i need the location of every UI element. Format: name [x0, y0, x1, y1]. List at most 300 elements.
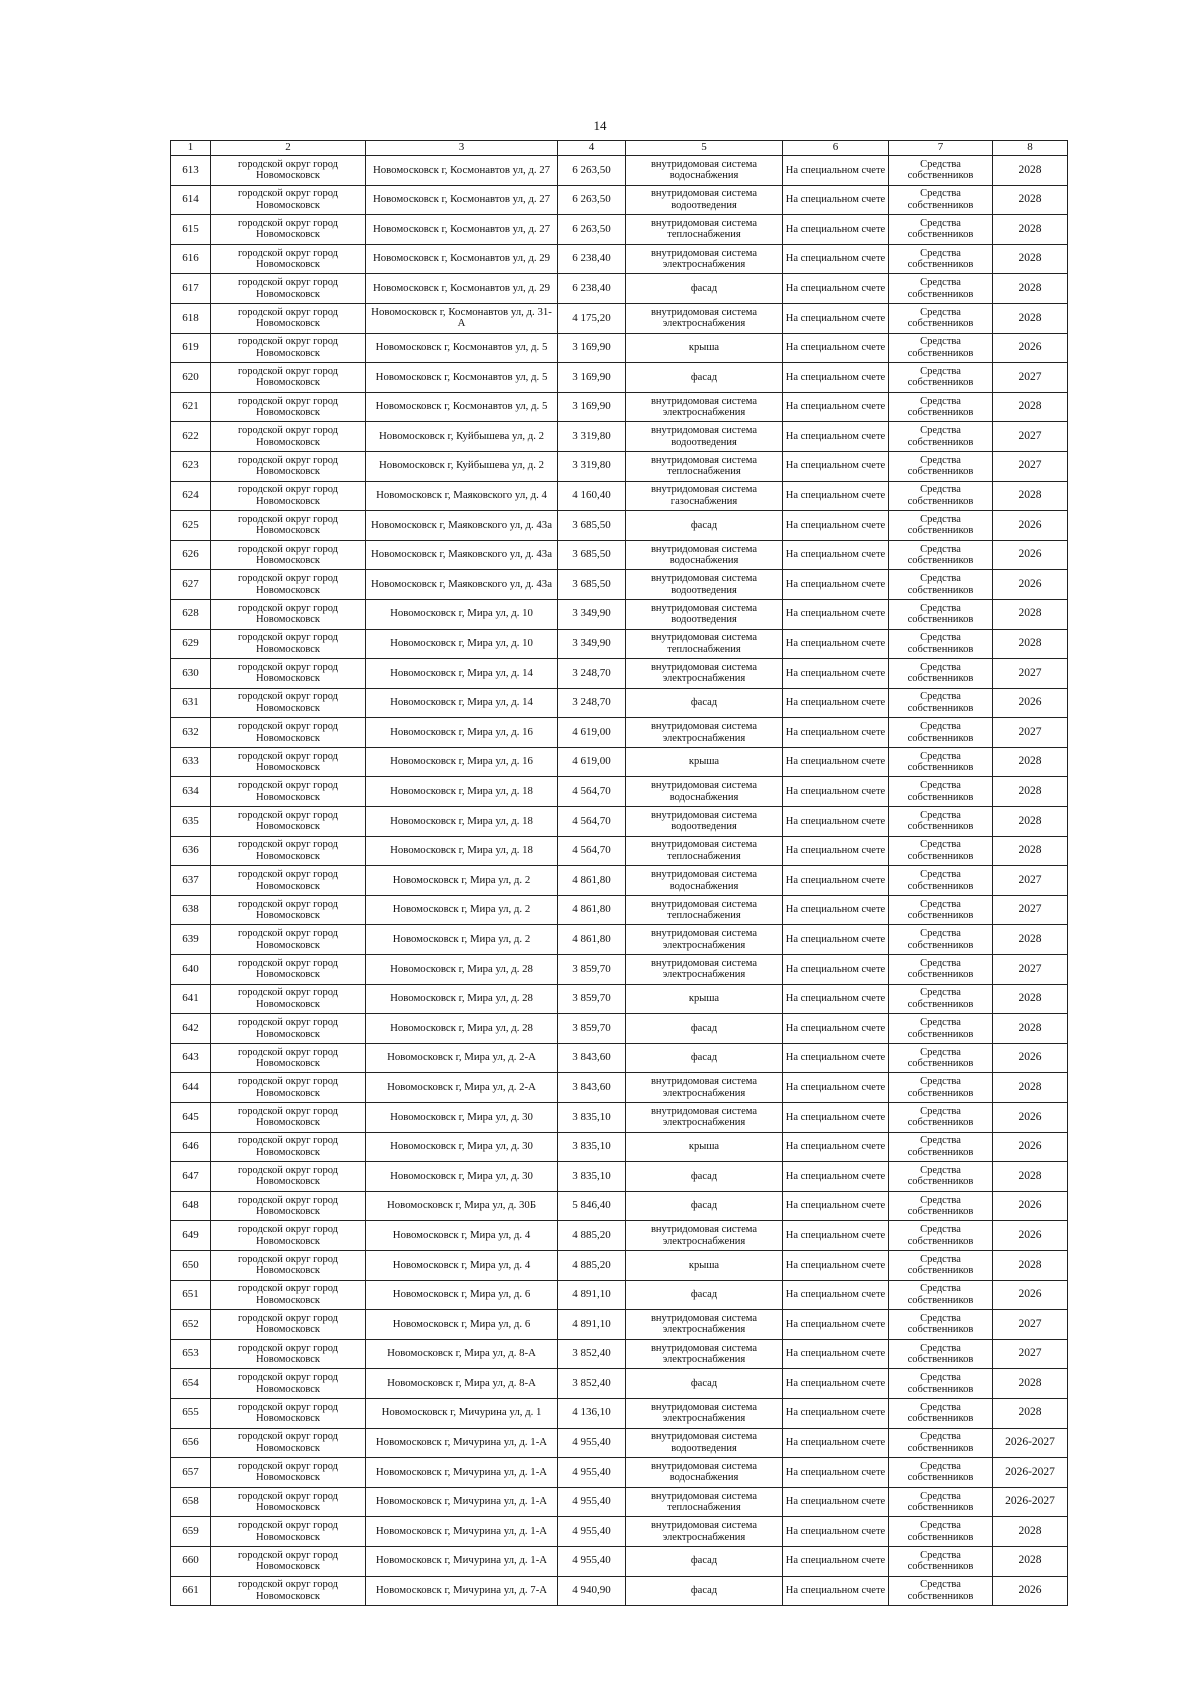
municipality-cell: городской округ город Новомосковск: [211, 895, 366, 925]
area-cell: 3 859,70: [558, 984, 626, 1014]
work-type-cell: фасад: [626, 1546, 783, 1576]
municipality-cell: городской округ город Новомосковск: [211, 718, 366, 748]
municipality-cell: городской округ город Новомосковск: [211, 1221, 366, 1251]
row-number-cell: 653: [171, 1339, 211, 1369]
area-cell: 4 940,90: [558, 1576, 626, 1606]
funding-source-cell: Средства собственников: [889, 777, 993, 807]
address-cell: Новомосковск г, Маяковского ул, д. 43а: [366, 511, 558, 541]
funding-source-cell: Средства собственников: [889, 1132, 993, 1162]
table-row: [171, 836, 1068, 866]
table-row: [171, 1428, 1068, 1458]
table-row: [171, 955, 1068, 985]
table-row: [171, 363, 1068, 393]
municipality-cell: городской округ город Новомосковск: [211, 1280, 366, 1310]
area-cell: 6 238,40: [558, 274, 626, 304]
address-cell: Новомосковск г, Мира ул, д. 16: [366, 718, 558, 748]
account-cell: На специальном счете: [783, 1576, 889, 1606]
area-cell: 3 835,10: [558, 1103, 626, 1133]
table-row: [171, 481, 1068, 511]
area-cell: 4 564,70: [558, 777, 626, 807]
funding-source-cell: Средства собственников: [889, 1546, 993, 1576]
column-header: 8: [993, 141, 1068, 156]
municipality-cell: городской округ город Новомосковск: [211, 688, 366, 718]
table-row: [171, 688, 1068, 718]
row-number-cell: 617: [171, 274, 211, 304]
funding-source-cell: Средства собственников: [889, 1073, 993, 1103]
year-cell: 2028: [993, 1398, 1068, 1428]
account-cell: На специальном счете: [783, 244, 889, 274]
year-cell: 2027: [993, 363, 1068, 393]
work-type-cell: фасад: [626, 1576, 783, 1606]
account-cell: На специальном счете: [783, 688, 889, 718]
area-cell: 4 861,80: [558, 925, 626, 955]
table-row: [171, 807, 1068, 837]
table-row: [171, 274, 1068, 304]
funding-source-cell: Средства собственников: [889, 481, 993, 511]
table-row: [171, 1339, 1068, 1369]
table-row: [171, 925, 1068, 955]
row-number-cell: 625: [171, 511, 211, 541]
year-cell: 2028: [993, 1250, 1068, 1280]
row-number-cell: 646: [171, 1132, 211, 1162]
table-row: [171, 244, 1068, 274]
table-row: [171, 215, 1068, 245]
table-row: [171, 1162, 1068, 1192]
year-cell: 2028: [993, 836, 1068, 866]
year-cell: 2028: [993, 303, 1068, 333]
year-cell: 2026-2027: [993, 1487, 1068, 1517]
municipality-cell: городской округ город Новомосковск: [211, 1043, 366, 1073]
account-cell: На специальном счете: [783, 836, 889, 866]
account-cell: На специальном счете: [783, 1014, 889, 1044]
work-type-cell: крыша: [626, 1250, 783, 1280]
account-cell: На специальном счете: [783, 1103, 889, 1133]
municipality-cell: городской округ город Новомосковск: [211, 1398, 366, 1428]
work-type-cell: внутридомовая система теплоснабжения: [626, 451, 783, 481]
account-cell: На специальном счете: [783, 1280, 889, 1310]
area-cell: 4 861,80: [558, 895, 626, 925]
year-cell: 2028: [993, 1073, 1068, 1103]
year-cell: 2028: [993, 156, 1068, 186]
funding-source-cell: Средства собственников: [889, 1014, 993, 1044]
row-number-cell: 654: [171, 1369, 211, 1399]
table-row: [171, 1043, 1068, 1073]
municipality-cell: городской округ город Новомосковск: [211, 215, 366, 245]
account-cell: На специальном счете: [783, 333, 889, 363]
municipality-cell: городской округ город Новомосковск: [211, 1546, 366, 1576]
table-row: [171, 718, 1068, 748]
work-type-cell: крыша: [626, 747, 783, 777]
account-cell: На специальном счете: [783, 481, 889, 511]
row-number-cell: 621: [171, 392, 211, 422]
table-row: [171, 1546, 1068, 1576]
address-cell: Новомосковск г, Мира ул, д. 2: [366, 866, 558, 896]
year-cell: 2028: [993, 1546, 1068, 1576]
address-cell: Новомосковск г, Мира ул, д. 30Б: [366, 1191, 558, 1221]
account-cell: На специальном счете: [783, 540, 889, 570]
municipality-cell: городской округ город Новомосковск: [211, 659, 366, 689]
municipality-cell: городской округ город Новомосковск: [211, 925, 366, 955]
funding-source-cell: Средства собственников: [889, 511, 993, 541]
year-cell: 2026-2027: [993, 1458, 1068, 1488]
municipality-cell: городской округ город Новомосковск: [211, 1073, 366, 1103]
municipality-cell: городской округ город Новомосковск: [211, 1487, 366, 1517]
work-type-cell: крыша: [626, 984, 783, 1014]
column-header: 6: [783, 141, 889, 156]
area-cell: 4 955,40: [558, 1428, 626, 1458]
row-number-cell: 637: [171, 866, 211, 896]
municipality-cell: городской округ город Новомосковск: [211, 1014, 366, 1044]
table-row: [171, 659, 1068, 689]
work-type-cell: внутридомовая система электроснабжения: [626, 244, 783, 274]
table-row: [171, 303, 1068, 333]
funding-source-cell: Средства собственников: [889, 1043, 993, 1073]
address-cell: Новомосковск г, Мира ул, д. 14: [366, 659, 558, 689]
municipality-cell: городской округ город Новомосковск: [211, 1310, 366, 1340]
work-type-cell: внутридомовая система электроснабжения: [626, 392, 783, 422]
row-number-cell: 616: [171, 244, 211, 274]
area-cell: 3 169,90: [558, 363, 626, 393]
funding-source-cell: Средства собственников: [889, 333, 993, 363]
funding-source-cell: Средства собственников: [889, 540, 993, 570]
municipality-cell: городской округ город Новомосковск: [211, 274, 366, 304]
municipality-cell: городской округ город Новомосковск: [211, 599, 366, 629]
work-type-cell: внутридомовая система водоснабжения: [626, 866, 783, 896]
row-number-cell: 660: [171, 1546, 211, 1576]
work-type-cell: внутридомовая система электроснабжения: [626, 1221, 783, 1251]
municipality-cell: городской округ город Новомосковск: [211, 1162, 366, 1192]
row-number-cell: 657: [171, 1458, 211, 1488]
municipality-cell: городской округ город Новомосковск: [211, 1103, 366, 1133]
work-type-cell: внутридомовая система водоотведения: [626, 599, 783, 629]
table-row: [171, 984, 1068, 1014]
area-cell: 4 955,40: [558, 1546, 626, 1576]
row-number-cell: 659: [171, 1517, 211, 1547]
table-row: [171, 333, 1068, 363]
funding-source-cell: Средства собственников: [889, 1191, 993, 1221]
table-row: [171, 1369, 1068, 1399]
row-number-cell: 620: [171, 363, 211, 393]
account-cell: На специальном счете: [783, 1398, 889, 1428]
address-cell: Новомосковск г, Космонавтов ул, д. 27: [366, 215, 558, 245]
address-cell: Новомосковск г, Куйбышева ул, д. 2: [366, 422, 558, 452]
column-header: 5: [626, 141, 783, 156]
row-number-cell: 651: [171, 1280, 211, 1310]
work-type-cell: фасад: [626, 1191, 783, 1221]
account-cell: На специальном счете: [783, 422, 889, 452]
municipality-cell: городской округ город Новомосковск: [211, 629, 366, 659]
work-type-cell: фасад: [626, 1162, 783, 1192]
work-type-cell: крыша: [626, 1132, 783, 1162]
area-cell: 3 852,40: [558, 1339, 626, 1369]
table-row: [171, 777, 1068, 807]
municipality-cell: городской округ город Новомосковск: [211, 481, 366, 511]
address-cell: Новомосковск г, Маяковского ул, д. 4: [366, 481, 558, 511]
work-type-cell: крыша: [626, 333, 783, 363]
account-cell: На специальном счете: [783, 718, 889, 748]
table-row: [171, 629, 1068, 659]
funding-source-cell: Средства собственников: [889, 451, 993, 481]
municipality-cell: городской округ город Новомосковск: [211, 244, 366, 274]
table-row: [171, 511, 1068, 541]
work-type-cell: внутридомовая система водоотведения: [626, 807, 783, 837]
account-cell: На специальном счете: [783, 866, 889, 896]
year-cell: 2026: [993, 1132, 1068, 1162]
funding-source-cell: Средства собственников: [889, 955, 993, 985]
address-cell: Новомосковск г, Мира ул, д. 10: [366, 629, 558, 659]
row-number-cell: 644: [171, 1073, 211, 1103]
row-number-cell: 623: [171, 451, 211, 481]
area-cell: 4 619,00: [558, 718, 626, 748]
address-cell: Новомосковск г, Космонавтов ул, д. 31-А: [366, 303, 558, 333]
row-number-cell: 613: [171, 156, 211, 186]
account-cell: На специальном счете: [783, 955, 889, 985]
area-cell: 3 685,50: [558, 511, 626, 541]
municipality-cell: городской округ город Новомосковск: [211, 1517, 366, 1547]
area-cell: 3 685,50: [558, 570, 626, 600]
address-cell: Новомосковск г, Мира ул, д. 8-А: [366, 1339, 558, 1369]
table-row: [171, 1458, 1068, 1488]
row-number-cell: 641: [171, 984, 211, 1014]
funding-source-cell: Средства собственников: [889, 866, 993, 896]
year-cell: 2028: [993, 185, 1068, 215]
funding-source-cell: Средства собственников: [889, 1250, 993, 1280]
row-number-cell: 649: [171, 1221, 211, 1251]
area-cell: 3 685,50: [558, 540, 626, 570]
work-type-cell: фасад: [626, 1280, 783, 1310]
area-cell: 6 238,40: [558, 244, 626, 274]
account-cell: На специальном счете: [783, 363, 889, 393]
year-cell: 2026: [993, 540, 1068, 570]
municipality-cell: городской округ город Новомосковск: [211, 570, 366, 600]
table-row: [171, 540, 1068, 570]
address-cell: Новомосковск г, Мира ул, д. 30: [366, 1162, 558, 1192]
funding-source-cell: Средства собственников: [889, 215, 993, 245]
account-cell: На специальном счете: [783, 1428, 889, 1458]
year-cell: 2027: [993, 659, 1068, 689]
row-number-cell: 656: [171, 1428, 211, 1458]
municipality-cell: городской округ город Новомосковск: [211, 451, 366, 481]
row-number-cell: 639: [171, 925, 211, 955]
funding-source-cell: Средства собственников: [889, 1103, 993, 1133]
funding-source-cell: Средства собственников: [889, 984, 993, 1014]
table-row: [171, 747, 1068, 777]
address-cell: Новомосковск г, Мира ул, д. 18: [366, 836, 558, 866]
work-type-cell: фасад: [626, 688, 783, 718]
address-cell: Новомосковск г, Мичурина ул, д. 1-А: [366, 1428, 558, 1458]
table-row: [171, 1103, 1068, 1133]
area-cell: 3 248,70: [558, 659, 626, 689]
row-number-cell: 615: [171, 215, 211, 245]
area-cell: 5 846,40: [558, 1191, 626, 1221]
row-number-cell: 634: [171, 777, 211, 807]
address-cell: Новомосковск г, Космонавтов ул, д. 27: [366, 185, 558, 215]
area-cell: 4 564,70: [558, 807, 626, 837]
address-cell: Новомосковск г, Мира ул, д. 6: [366, 1310, 558, 1340]
address-cell: Новомосковск г, Маяковского ул, д. 43а: [366, 570, 558, 600]
area-cell: 3 349,90: [558, 629, 626, 659]
account-cell: На специальном счете: [783, 1132, 889, 1162]
row-number-cell: 645: [171, 1103, 211, 1133]
account-cell: На специальном счете: [783, 599, 889, 629]
area-cell: 4 861,80: [558, 866, 626, 896]
address-cell: Новомосковск г, Мира ул, д. 28: [366, 1014, 558, 1044]
municipality-cell: городской округ город Новомосковск: [211, 156, 366, 186]
table-row: [171, 451, 1068, 481]
work-type-cell: внутридомовая система теплоснабжения: [626, 629, 783, 659]
municipality-cell: городской округ город Новомосковск: [211, 777, 366, 807]
account-cell: На специальном счете: [783, 807, 889, 837]
row-number-cell: 636: [171, 836, 211, 866]
area-cell: 4 955,40: [558, 1458, 626, 1488]
area-cell: 4 160,40: [558, 481, 626, 511]
area-cell: 4 175,20: [558, 303, 626, 333]
row-number-cell: 626: [171, 540, 211, 570]
row-number-cell: 627: [171, 570, 211, 600]
funding-source-cell: Средства собственников: [889, 1487, 993, 1517]
municipality-cell: городской округ город Новомосковск: [211, 1458, 366, 1488]
municipality-cell: городской округ город Новомосковск: [211, 303, 366, 333]
funding-source-cell: Средства собственников: [889, 185, 993, 215]
table-row: [171, 570, 1068, 600]
area-cell: 3 169,90: [558, 333, 626, 363]
address-cell: Новомосковск г, Мичурина ул, д. 1-А: [366, 1458, 558, 1488]
address-cell: Новомосковск г, Мира ул, д. 14: [366, 688, 558, 718]
table-row: [171, 156, 1068, 186]
year-cell: 2028: [993, 215, 1068, 245]
year-cell: 2028: [993, 807, 1068, 837]
page-number: 14: [593, 118, 607, 133]
year-cell: 2028: [993, 481, 1068, 511]
work-type-cell: внутридомовая система водоотведения: [626, 185, 783, 215]
row-number-cell: 614: [171, 185, 211, 215]
area-cell: 4 885,20: [558, 1250, 626, 1280]
account-cell: На специальном счете: [783, 1458, 889, 1488]
address-cell: Новомосковск г, Мира ул, д. 18: [366, 777, 558, 807]
work-type-cell: внутридомовая система электроснабжения: [626, 1103, 783, 1133]
work-type-cell: внутридомовая система электроснабжения: [626, 303, 783, 333]
area-cell: 3 248,70: [558, 688, 626, 718]
municipality-cell: городской округ город Новомосковск: [211, 185, 366, 215]
funding-source-cell: Средства собственников: [889, 895, 993, 925]
work-type-cell: внутридомовая система водоотведения: [626, 422, 783, 452]
municipality-cell: городской округ город Новомосковск: [211, 1339, 366, 1369]
funding-source-cell: Средства собственников: [889, 303, 993, 333]
work-type-cell: внутридомовая система электроснабжения: [626, 955, 783, 985]
address-cell: Новомосковск г, Мира ул, д. 6: [366, 1280, 558, 1310]
area-cell: 6 263,50: [558, 215, 626, 245]
year-cell: 2026: [993, 1043, 1068, 1073]
municipality-cell: городской округ город Новомосковск: [211, 1428, 366, 1458]
account-cell: На специальном счете: [783, 925, 889, 955]
work-type-cell: внутридомовая система теплоснабжения: [626, 215, 783, 245]
area-cell: 3 319,80: [558, 451, 626, 481]
table-row: [171, 599, 1068, 629]
column-header: 3: [366, 141, 558, 156]
address-cell: Новомосковск г, Мира ул, д. 4: [366, 1250, 558, 1280]
year-cell: 2028: [993, 1517, 1068, 1547]
work-type-cell: внутридомовая система водоснабжения: [626, 156, 783, 186]
account-cell: На специальном счете: [783, 1546, 889, 1576]
year-cell: 2026: [993, 511, 1068, 541]
table-row: [171, 1517, 1068, 1547]
municipality-cell: городской округ город Новомосковск: [211, 747, 366, 777]
row-number-cell: 652: [171, 1310, 211, 1340]
year-cell: 2027: [993, 955, 1068, 985]
account-cell: На специальном счете: [783, 747, 889, 777]
table-row: [171, 1280, 1068, 1310]
address-cell: Новомосковск г, Мира ул, д. 2-А: [366, 1043, 558, 1073]
address-cell: Новомосковск г, Мира ул, д. 10: [366, 599, 558, 629]
account-cell: На специальном счете: [783, 156, 889, 186]
work-type-cell: внутридомовая система электроснабжения: [626, 1310, 783, 1340]
work-type-cell: внутридомовая система электроснабжения: [626, 1339, 783, 1369]
work-type-cell: внутридомовая система теплоснабжения: [626, 895, 783, 925]
account-cell: На специальном счете: [783, 1310, 889, 1340]
work-type-cell: внутридомовая система водоснабжения: [626, 540, 783, 570]
area-cell: 6 263,50: [558, 185, 626, 215]
year-cell: 2026: [993, 1191, 1068, 1221]
table-row: [171, 392, 1068, 422]
work-type-cell: внутридомовая система электроснабжения: [626, 659, 783, 689]
year-cell: 2028: [993, 747, 1068, 777]
row-number-cell: 628: [171, 599, 211, 629]
address-cell: Новомосковск г, Мира ул, д. 30: [366, 1103, 558, 1133]
funding-source-cell: Средства собственников: [889, 570, 993, 600]
table-row: [171, 1310, 1068, 1340]
funding-source-cell: Средства собственников: [889, 1576, 993, 1606]
year-cell: 2026: [993, 1280, 1068, 1310]
account-cell: На специальном счете: [783, 570, 889, 600]
address-cell: Новомосковск г, Космонавтов ул, д. 29: [366, 244, 558, 274]
funding-source-cell: Средства собственников: [889, 1339, 993, 1369]
account-cell: На специальном счете: [783, 185, 889, 215]
year-cell: 2028: [993, 984, 1068, 1014]
year-cell: 2028: [993, 244, 1068, 274]
funding-source-cell: Средства собственников: [889, 688, 993, 718]
funding-source-cell: Средства собственников: [889, 807, 993, 837]
account-cell: На специальном счете: [783, 1221, 889, 1251]
row-number-cell: 658: [171, 1487, 211, 1517]
area-cell: 3 859,70: [558, 955, 626, 985]
year-cell: 2028: [993, 1369, 1068, 1399]
column-number-row: [171, 141, 1068, 156]
municipality-cell: городской округ город Новомосковск: [211, 363, 366, 393]
year-cell: 2028: [993, 1014, 1068, 1044]
work-type-cell: внутридомовая система водоотведения: [626, 1428, 783, 1458]
row-number-cell: 642: [171, 1014, 211, 1044]
account-cell: На специальном счете: [783, 1043, 889, 1073]
address-cell: Новомосковск г, Мира ул, д. 2: [366, 925, 558, 955]
address-cell: Новомосковск г, Мичурина ул, д. 1-А: [366, 1517, 558, 1547]
account-cell: На специальном счете: [783, 777, 889, 807]
funding-source-cell: Средства собственников: [889, 392, 993, 422]
work-type-cell: фасад: [626, 1369, 783, 1399]
area-cell: 3 169,90: [558, 392, 626, 422]
row-number-cell: 655: [171, 1398, 211, 1428]
table-row: [171, 1221, 1068, 1251]
funding-source-cell: Средства собственников: [889, 363, 993, 393]
area-cell: 4 891,10: [558, 1310, 626, 1340]
funding-source-cell: Средства собственников: [889, 1162, 993, 1192]
year-cell: 2028: [993, 599, 1068, 629]
column-header: 1: [171, 141, 211, 156]
row-number-cell: 650: [171, 1250, 211, 1280]
row-number-cell: 647: [171, 1162, 211, 1192]
row-number-cell: 632: [171, 718, 211, 748]
address-cell: Новомосковск г, Космонавтов ул, д. 5: [366, 392, 558, 422]
address-cell: Новомосковск г, Мира ул, д. 4: [366, 1221, 558, 1251]
